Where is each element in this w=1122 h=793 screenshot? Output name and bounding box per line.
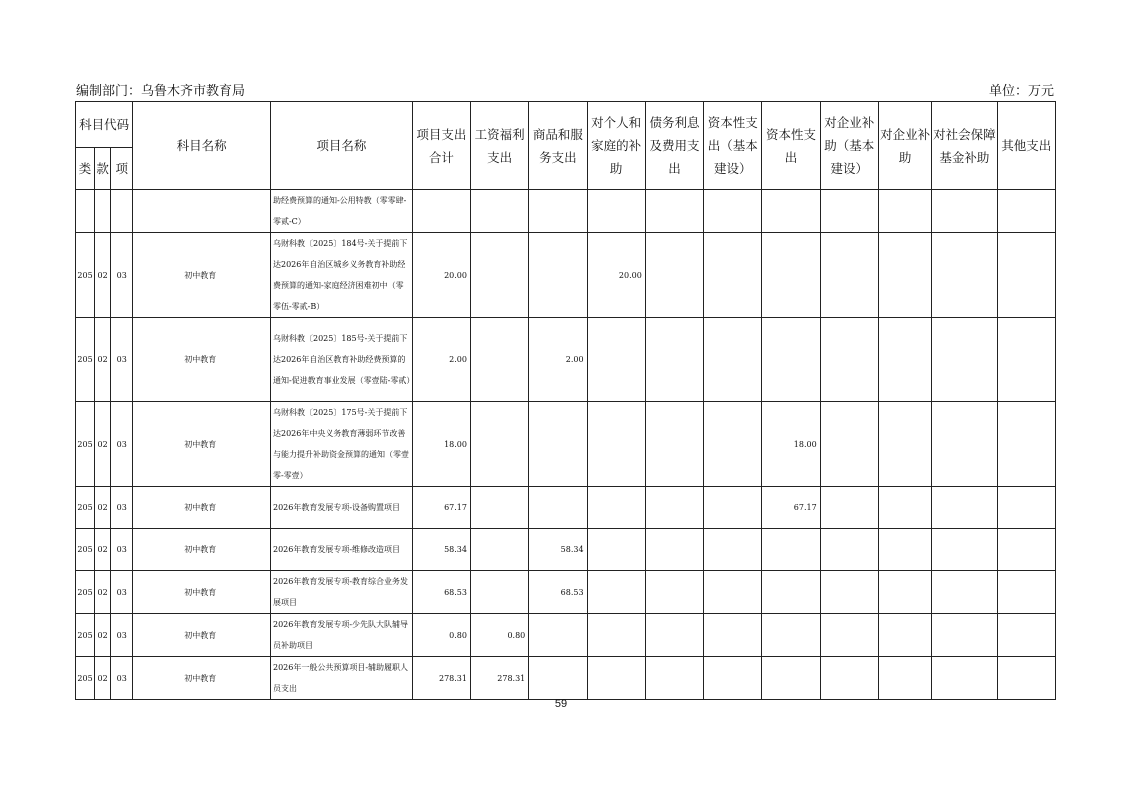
- debt-cell: [645, 233, 703, 318]
- debt-cell: [645, 614, 703, 657]
- personal-cell: [587, 657, 645, 700]
- capcon-cell: [704, 402, 762, 487]
- total-cell: 58.34: [412, 529, 470, 571]
- total-cell: 67.17: [412, 487, 470, 529]
- other-cell: [997, 657, 1055, 700]
- goods-cell: [529, 487, 587, 529]
- unit-label: 单位：万元: [988, 84, 1054, 99]
- wages-cell: [470, 318, 528, 402]
- capital-cell: [762, 190, 820, 233]
- ent-cell: [878, 190, 931, 233]
- capital-cell: 67.17: [762, 487, 820, 529]
- social-cell: [932, 657, 997, 700]
- subject-cell: 初中教育: [133, 614, 271, 657]
- personal-cell: [587, 529, 645, 571]
- capcon-cell: [704, 487, 762, 529]
- ent-cell: [878, 233, 931, 318]
- total-header: 项目支出合计: [412, 102, 470, 190]
- ent-cell: [878, 402, 931, 487]
- personal-household-header: 对个人和家庭的补助: [587, 102, 645, 190]
- total-cell: 20.00: [412, 233, 470, 318]
- total-cell: [412, 190, 470, 233]
- capital-cell: [762, 614, 820, 657]
- capital-cell: [762, 529, 820, 571]
- table-row: [76, 190, 1056, 233]
- debt-interest-header: 债务利息及费用支出: [645, 102, 703, 190]
- capital-cell: [762, 571, 820, 614]
- social-cell: [932, 571, 997, 614]
- table-body: [76, 190, 1056, 700]
- ent-cell: [878, 529, 931, 571]
- subject-cell: 初中教育: [133, 571, 271, 614]
- project-cell: 2026年教育发展专项-维修改造项目: [270, 529, 412, 571]
- xiang-cell: 03: [111, 657, 133, 700]
- capcon-cell: [704, 318, 762, 402]
- subject-cell: 初中教育: [133, 233, 271, 318]
- lei-cell: 205: [76, 529, 95, 571]
- capcon-cell: [704, 571, 762, 614]
- project-cell: 助经费预算的通知-公用特教（零零肆-零贰-C）: [270, 190, 412, 233]
- social-cell: [932, 614, 997, 657]
- debt-cell: [645, 529, 703, 571]
- ent-cell: [878, 657, 931, 700]
- xiang-cell: 03: [111, 318, 133, 402]
- kuan-cell: 02: [95, 402, 111, 487]
- wages-cell: [470, 487, 528, 529]
- other-cell: [997, 571, 1055, 614]
- xiang-cell: 03: [111, 402, 133, 487]
- project-cell: 2026年教育发展专项-设备购置项目: [270, 487, 412, 529]
- entcon-cell: [820, 233, 878, 318]
- xiang-cell: 03: [111, 487, 133, 529]
- kuan-cell: 02: [95, 571, 111, 614]
- social-cell: [932, 487, 997, 529]
- capital-header: 资本性支出: [762, 102, 820, 190]
- xiang-cell: 03: [111, 614, 133, 657]
- table-row: [76, 657, 1056, 700]
- capital-cell: [762, 233, 820, 318]
- total-cell: 278.31: [412, 657, 470, 700]
- wages-cell: [470, 190, 528, 233]
- kuan-cell: 02: [95, 614, 111, 657]
- entcon-cell: [820, 487, 878, 529]
- entcon-cell: [820, 190, 878, 233]
- table-row: [76, 318, 1056, 402]
- capital-cell: [762, 318, 820, 402]
- xiang-cell: 03: [111, 571, 133, 614]
- table-row: [76, 487, 1056, 529]
- wages-cell: [470, 529, 528, 571]
- social-cell: [932, 529, 997, 571]
- budget-table: [75, 101, 1056, 700]
- other-cell: [997, 190, 1055, 233]
- lei-cell: 205: [76, 402, 95, 487]
- subject-name-header: 科目名称: [133, 102, 271, 190]
- total-cell: 2.00: [412, 318, 470, 402]
- enterprise-header: 对企业补助: [878, 102, 931, 190]
- subject-cell: 初中教育: [133, 657, 271, 700]
- capital-cell: [762, 657, 820, 700]
- lei-cell: 205: [76, 614, 95, 657]
- project-cell: 2026年教育发展专项-教育综合业务发展项目: [270, 571, 412, 614]
- goods-cell: [529, 614, 587, 657]
- debt-cell: [645, 571, 703, 614]
- capital-cell: 18.00: [762, 402, 820, 487]
- table-row: [76, 529, 1056, 571]
- table-row: [76, 571, 1056, 614]
- capcon-cell: [704, 657, 762, 700]
- lei-cell: [76, 190, 95, 233]
- kuan-cell: 02: [95, 318, 111, 402]
- ent-cell: [878, 571, 931, 614]
- entcon-cell: [820, 657, 878, 700]
- total-cell: 68.53: [412, 571, 470, 614]
- personal-cell: [587, 190, 645, 233]
- goods-cell: 68.53: [529, 571, 587, 614]
- goods-cell: [529, 190, 587, 233]
- kuan-cell: [95, 190, 111, 233]
- table-row: [76, 233, 1056, 318]
- subject-cell: 初中教育: [133, 318, 271, 402]
- department-label: 编制部门：乌鲁木齐市教育局: [76, 84, 246, 99]
- xiang-cell: [111, 190, 133, 233]
- lei-cell: 205: [76, 571, 95, 614]
- entcon-cell: [820, 614, 878, 657]
- wages-cell: [470, 402, 528, 487]
- other-header: 其他支出: [997, 102, 1055, 190]
- goods-cell: [529, 657, 587, 700]
- social-cell: [932, 402, 997, 487]
- other-cell: [997, 529, 1055, 571]
- project-cell: 乌财科教〔2025〕184号-关于提前下达2026年自治区城乡义务教育补助经费预算的通知-家庭经济困难初中（零零伍-零贰-B）: [270, 233, 412, 318]
- other-cell: [997, 233, 1055, 318]
- capital-construction-header: 资本性支出（基本建设）: [704, 102, 762, 190]
- entcon-cell: [820, 318, 878, 402]
- kuan-cell: 02: [95, 233, 111, 318]
- other-cell: [997, 614, 1055, 657]
- total-cell: 0.80: [412, 614, 470, 657]
- wages-cell: [470, 233, 528, 318]
- debt-cell: [645, 657, 703, 700]
- social-security-header: 对社会保障基金补助: [932, 102, 997, 190]
- lei-header: 类: [76, 148, 95, 190]
- lei-cell: 205: [76, 487, 95, 529]
- goods-services-header: 商品和服务支出: [529, 102, 587, 190]
- goods-cell: 58.34: [529, 529, 587, 571]
- kuan-cell: 02: [95, 657, 111, 700]
- xiang-cell: 03: [111, 529, 133, 571]
- lei-cell: 205: [76, 318, 95, 402]
- debt-cell: [645, 190, 703, 233]
- enterprise-construction-header: 对企业补助（基本建设）: [820, 102, 878, 190]
- entcon-cell: [820, 402, 878, 487]
- ent-cell: [878, 487, 931, 529]
- entcon-cell: [820, 571, 878, 614]
- project-name-header: 项目名称: [270, 102, 412, 190]
- kuan-cell: 02: [95, 529, 111, 571]
- project-cell: 乌财科教〔2025〕185号-关于提前下达2026年自治区教育补助经费预算的通知-促进教育事业发展（零壹陆-零贰）: [270, 318, 412, 402]
- xiang-cell: 03: [111, 233, 133, 318]
- capcon-cell: [704, 233, 762, 318]
- wages-cell: 278.31: [470, 657, 528, 700]
- personal-cell: [587, 487, 645, 529]
- subject-cell: 初中教育: [133, 487, 271, 529]
- wages-cell: [470, 571, 528, 614]
- personal-cell: [587, 614, 645, 657]
- personal-cell: [587, 402, 645, 487]
- personal-cell: 20.00: [587, 233, 645, 318]
- goods-cell: [529, 233, 587, 318]
- other-cell: [997, 318, 1055, 402]
- ent-cell: [878, 318, 931, 402]
- debt-cell: [645, 318, 703, 402]
- kuan-header: 款: [95, 148, 111, 190]
- capcon-cell: [704, 529, 762, 571]
- debt-cell: [645, 402, 703, 487]
- project-cell: 乌财科教〔2025〕175号-关于提前下达2026年中央义务教育薄弱环节改善与能力提升补助资金预算的通知（零壹零-零壹）: [270, 402, 412, 487]
- page-number: 59: [554, 698, 568, 710]
- other-cell: [997, 402, 1055, 487]
- code-group-header: 科目代码: [76, 102, 133, 148]
- xiang-header: 项: [111, 148, 133, 190]
- subject-cell: 初中教育: [133, 402, 271, 487]
- debt-cell: [645, 487, 703, 529]
- social-cell: [932, 233, 997, 318]
- wages-cell: 0.80: [470, 614, 528, 657]
- social-cell: [932, 318, 997, 402]
- project-cell: 2026年一般公共预算项目-辅助履职人员支出: [270, 657, 412, 700]
- other-cell: [997, 487, 1055, 529]
- subject-cell: 初中教育: [133, 529, 271, 571]
- entcon-cell: [820, 529, 878, 571]
- personal-cell: [587, 571, 645, 614]
- lei-cell: 205: [76, 657, 95, 700]
- project-cell: 2026年教育发展专项-少先队大队辅导员补助项目: [270, 614, 412, 657]
- table-row: [76, 614, 1056, 657]
- ent-cell: [878, 614, 931, 657]
- kuan-cell: 02: [95, 487, 111, 529]
- goods-cell: [529, 402, 587, 487]
- table-row: [76, 402, 1056, 487]
- capcon-cell: [704, 190, 762, 233]
- total-cell: 18.00: [412, 402, 470, 487]
- personal-cell: [587, 318, 645, 402]
- social-cell: [932, 190, 997, 233]
- wages-header: 工资福利支出: [470, 102, 528, 190]
- lei-cell: 205: [76, 233, 95, 318]
- capcon-cell: [704, 614, 762, 657]
- goods-cell: 2.00: [529, 318, 587, 402]
- subject-cell: [133, 190, 271, 233]
